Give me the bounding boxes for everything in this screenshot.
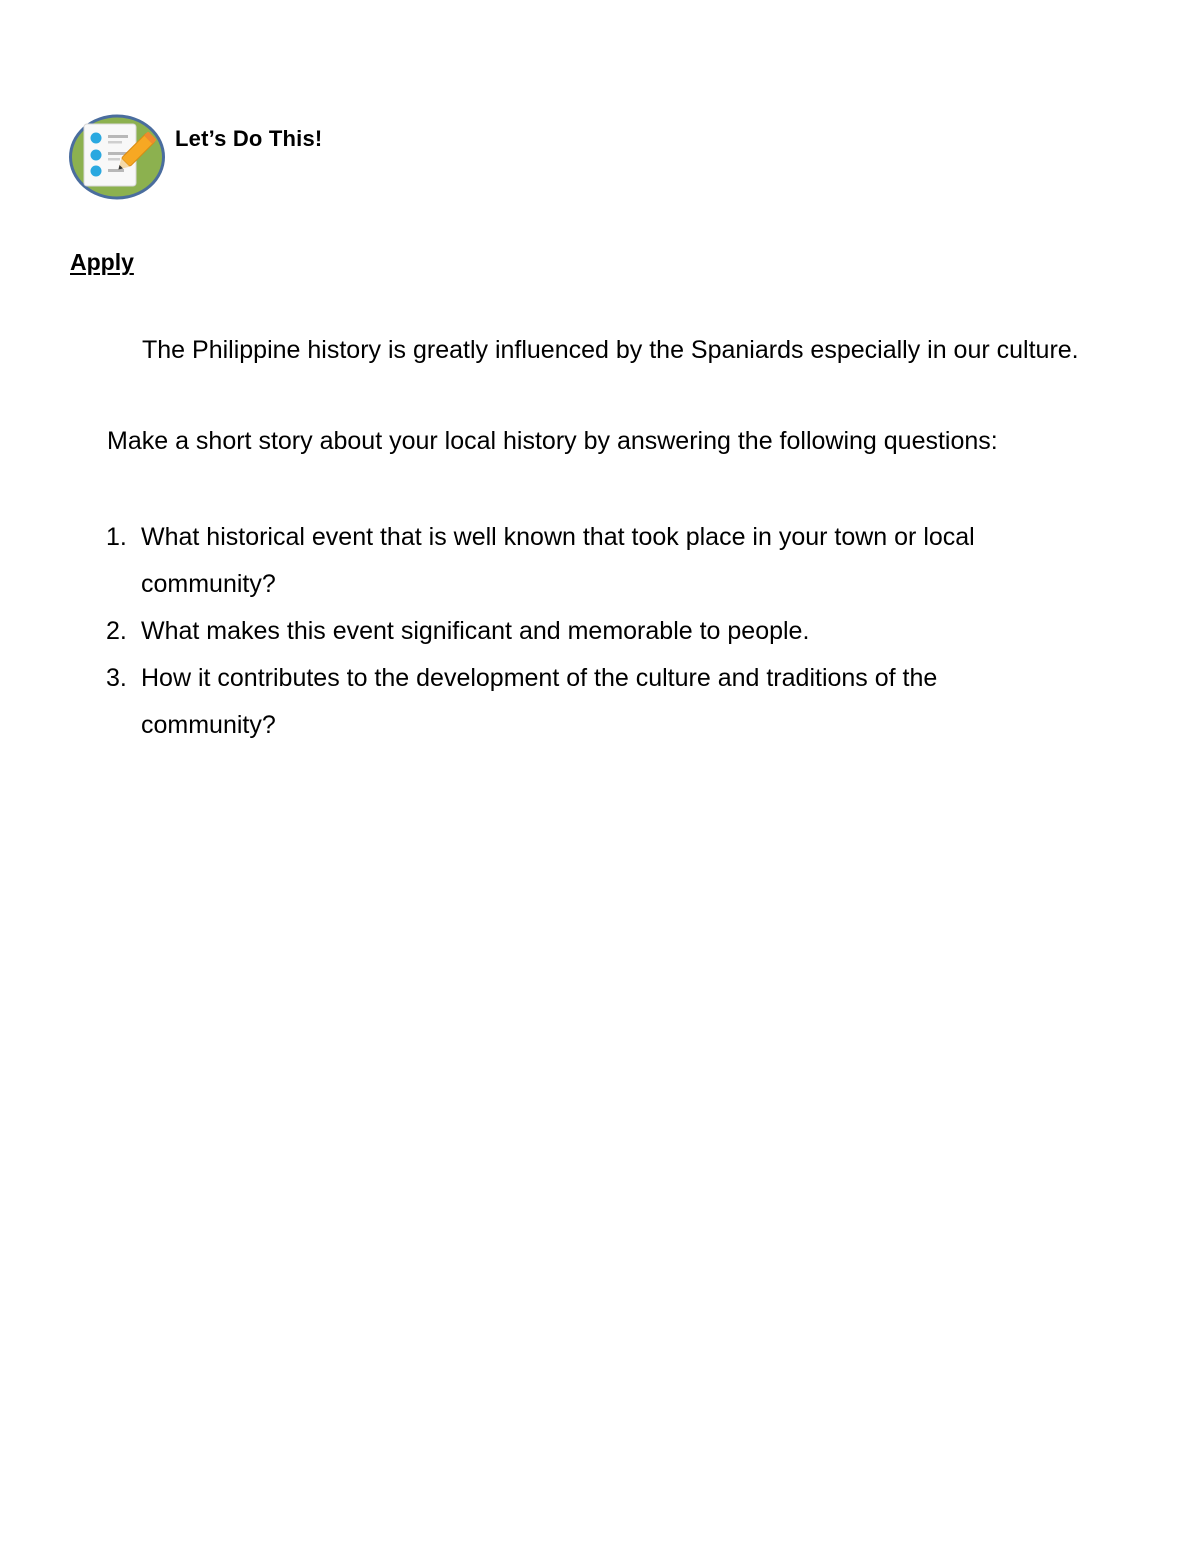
question-item	[0, 514, 1100, 608]
question-number: 3.	[106, 664, 127, 692]
question-text: What historical event that is well known that took place in your town or local community?	[141, 523, 975, 598]
question-number: 2.	[106, 617, 127, 645]
question-item	[0, 655, 1100, 749]
apply-heading: Apply	[70, 249, 134, 275]
intro-paragraph: The Philippine history is greatly influenced by the Spaniards especially in our culture.	[142, 336, 1079, 364]
section-title: Let’s Do This!	[175, 126, 323, 151]
instruction-text: Make a short story about your local history by answering the following questions:	[107, 427, 998, 455]
question-number: 1.	[106, 523, 127, 551]
question-text: How it contributes to the development of the culture and traditions of the community?	[141, 664, 938, 739]
question-text: What makes this event significant and memorable to people.	[141, 617, 810, 645]
question-list	[0, 514, 1100, 749]
checklist-pencil-icon	[68, 114, 166, 200]
question-item	[0, 608, 1100, 655]
